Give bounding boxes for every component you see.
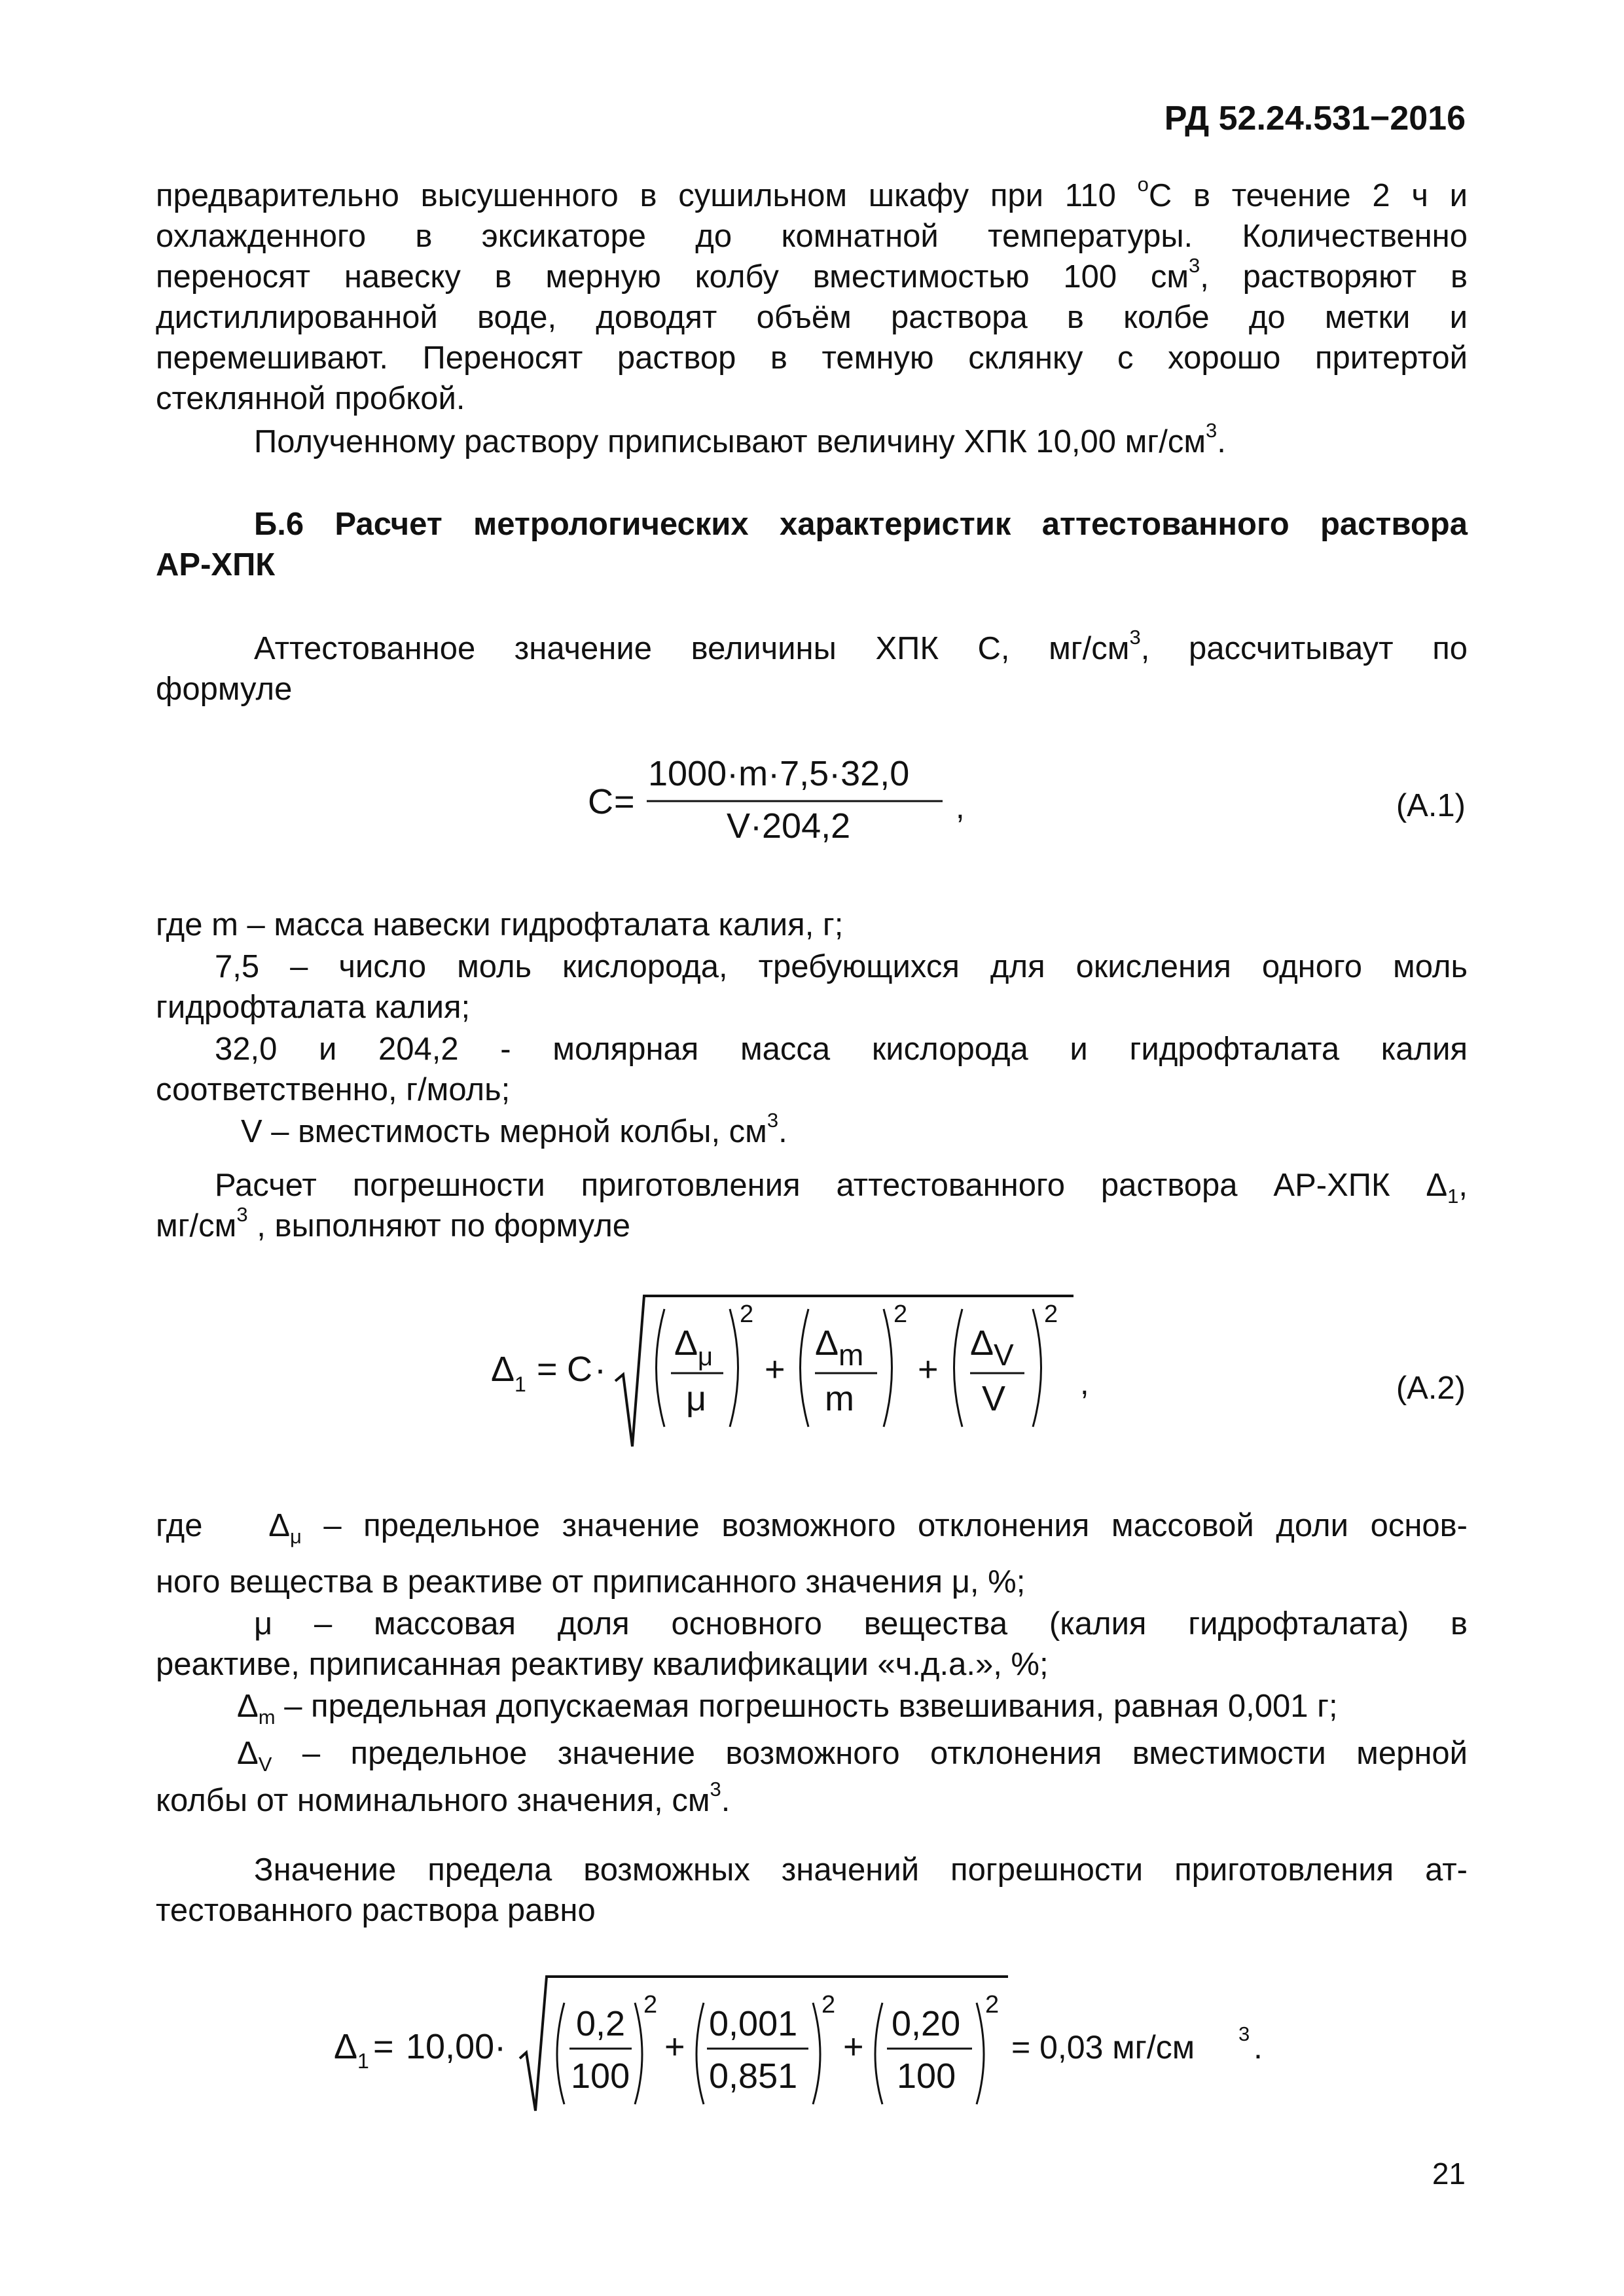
result-lhs: Δ — [334, 2027, 358, 2066]
text-line: соответственно, г/моль; — [156, 1072, 511, 1107]
text-line: формуле — [156, 672, 293, 707]
plus-sign: + — [664, 2027, 685, 2066]
definition-delta-mu-cont: ного вещества в реактиве от приписанного значения μ, %; — [156, 1564, 1026, 1600]
result-period: . — [1254, 2029, 1263, 2066]
formula-a1 — [563, 746, 1034, 864]
result-term2-denominator: 0,851 — [709, 2056, 798, 2096]
formula-a1-denominator: V·204,2 — [727, 806, 851, 846]
definition-7-5 — [156, 946, 1468, 1028]
term2-numerator-sub: m — [839, 1338, 864, 1372]
text-line: переносят навеску в мерную колбу вместимостью 100 $см^3$, растворяют в — [156, 253, 1468, 295]
section-heading — [156, 504, 1468, 585]
left-paren — [657, 1309, 665, 1427]
right-paren — [635, 2003, 642, 2104]
text-line: μ – массовая доля основного вещества (калия гидрофталата) в — [254, 1606, 1468, 1641]
definition-v: V – вместимость мерной колбы, $см^3$. — [241, 1108, 787, 1149]
text-line: охлажденного в эксикаторе до комнатной температуры. Количественно — [156, 219, 1468, 254]
right-paren — [1033, 1309, 1041, 1427]
result-term3-denominator: 100 — [897, 2056, 956, 2096]
term1-power: 2 — [740, 1300, 754, 1328]
term3-denominator: V — [982, 1379, 1006, 1418]
text-line: гидрофталата калия; — [156, 990, 471, 1025]
result-equals: = — [373, 2027, 394, 2066]
term2-denominator: m — [825, 1379, 854, 1418]
formula-result — [327, 1964, 1283, 2121]
variable-definitions-a1 — [156, 905, 1468, 945]
plus-sign: + — [843, 2027, 864, 2066]
formula-a2-c: C — [567, 1350, 592, 1389]
equation-number-a2: (А.2) — [1396, 1371, 1466, 1406]
paragraph-limit-value — [156, 1850, 1468, 1931]
definition-mu — [156, 1604, 1468, 1685]
result-term1-power: 2 — [643, 1991, 658, 2018]
definition-delta-v — [156, 1733, 1468, 1821]
result-term1-numerator: 0,2 — [576, 2004, 626, 2043]
left-paren — [557, 2003, 564, 2104]
term1-numerator-sub: μ — [698, 1342, 713, 1371]
formula-a2-lhs-sub: 1 — [514, 1372, 526, 1396]
definition-m: где m – масса навески гидрофталата калия, г; — [156, 907, 844, 942]
term3-numerator-sub: V — [994, 1338, 1014, 1372]
text-line: Аттестованное значение величины ХПК С, $мг/см^3$, рассчитываут по — [254, 625, 1468, 666]
formula-a1-lhs: C — [588, 782, 613, 821]
section-heading-line: Б.6 Расчет метрологических характеристик аттестованного раствора — [254, 507, 1468, 542]
formula-a2-comma: , — [1080, 1366, 1089, 1401]
text-line: реактиве, приписанная реактиву квалификации «ч.д.а.», %; — [156, 1647, 1049, 1682]
right-paren — [884, 1309, 892, 1427]
result-term2-power: 2 — [821, 1991, 836, 2018]
left-paren — [954, 1309, 963, 1427]
term3-power: 2 — [1044, 1300, 1058, 1328]
result-term3-power: 2 — [985, 1991, 1000, 2018]
term2-numerator: Δ — [815, 1323, 839, 1363]
result-term1-denominator: 100 — [571, 2056, 630, 2096]
formula-a2 — [484, 1283, 1113, 1453]
equation-number-a1: (А.1) — [1396, 788, 1466, 823]
definition-delta-m: $\Delta_m$ – предельная допускаемая погрешность взвешивания, равная 0,001 г; — [237, 1689, 1338, 1729]
formula-a2-dot: · — [594, 1350, 606, 1389]
right-paren — [813, 2003, 820, 2104]
document-header: РД 52.24.531−2016 — [1164, 99, 1466, 137]
left-paren — [801, 1309, 809, 1427]
paragraph-preparation — [156, 172, 1468, 419]
formula-a2-equals: = — [537, 1350, 558, 1389]
text-line: стеклянной пробкой. — [156, 381, 465, 416]
paragraph-assigned-value: Полученному раствору приписывают величину ХПК 10,00 $мг/см^3$. — [254, 418, 1226, 459]
text-line: 7,5 – число моль кислорода, требующихся для окисления одного моль — [215, 949, 1468, 984]
text-line: тестованного раствора равно — [156, 1893, 596, 1928]
term1-denominator: μ — [686, 1379, 707, 1418]
formula-a1-equals: = — [614, 782, 635, 821]
result-unit-power: 3 — [1238, 2022, 1250, 2045]
text-line: $\Delta_V$ – предельное значение возможного отклонения вместимости мерной — [237, 1736, 1468, 1776]
plus-sign: + — [918, 1350, 939, 1389]
text-line: предварительно высушенного в сушильном шкафу при 110 $^o$С в течение 2 ч и — [156, 172, 1468, 213]
text-line: Расчет погрешности приготовления аттестованного раствора АР-ХПК $\Delta_1$, — [215, 1168, 1468, 1208]
formula-a1-comma: , — [956, 790, 965, 825]
definition-molar-masses — [156, 1029, 1468, 1110]
right-paren — [730, 1309, 738, 1427]
page-number: 21 — [1432, 2157, 1466, 2191]
result-term2-numerator: 0,001 — [709, 2004, 798, 2043]
right-paren — [977, 2003, 984, 2104]
formula-a1-numerator: 1000·m·7,5·32,0 — [648, 754, 910, 793]
result-value: = 0,03 мг/см — [1011, 2029, 1195, 2066]
result-coefficient: 10,00· — [406, 2027, 507, 2066]
section-heading-line: АР-ХПК — [156, 547, 276, 583]
text-line: дистиллированной воде, доводят объём раствора в колбе до метки и — [156, 300, 1468, 335]
text-line: Значение предела возможных значений погрешности приготовления ат- — [254, 1852, 1468, 1888]
term1-numerator: Δ — [674, 1323, 698, 1363]
term3-numerator: Δ — [970, 1323, 994, 1363]
paragraph-formula-intro — [156, 625, 1468, 709]
text-line: 32,0 и 204,2 - молярная масса кислорода и гидрофталата калия — [215, 1031, 1468, 1067]
term2-power: 2 — [893, 1300, 908, 1328]
formula-a2-lhs: Δ — [491, 1350, 515, 1389]
result-term3-numerator: 0,20 — [892, 2004, 961, 2043]
text-line: перемешивают. Переносят раствор в темную склянку с хорошо притертой — [156, 340, 1468, 376]
definition-delta-mu: где $\Delta_\mu$ – предельное значение возможного отклонения массовой доли основ- — [156, 1508, 1468, 1548]
paragraph-error-calc — [156, 1165, 1468, 1246]
plus-sign: + — [765, 1350, 785, 1389]
left-paren — [875, 2003, 882, 2104]
text-line: $мг/см^3$ , выполняют по формуле — [156, 1202, 631, 1244]
text-line: колбы от номинального значения, $см^3$. — [156, 1777, 731, 1818]
result-lhs-sub: 1 — [357, 2049, 369, 2073]
left-paren — [696, 2003, 704, 2104]
